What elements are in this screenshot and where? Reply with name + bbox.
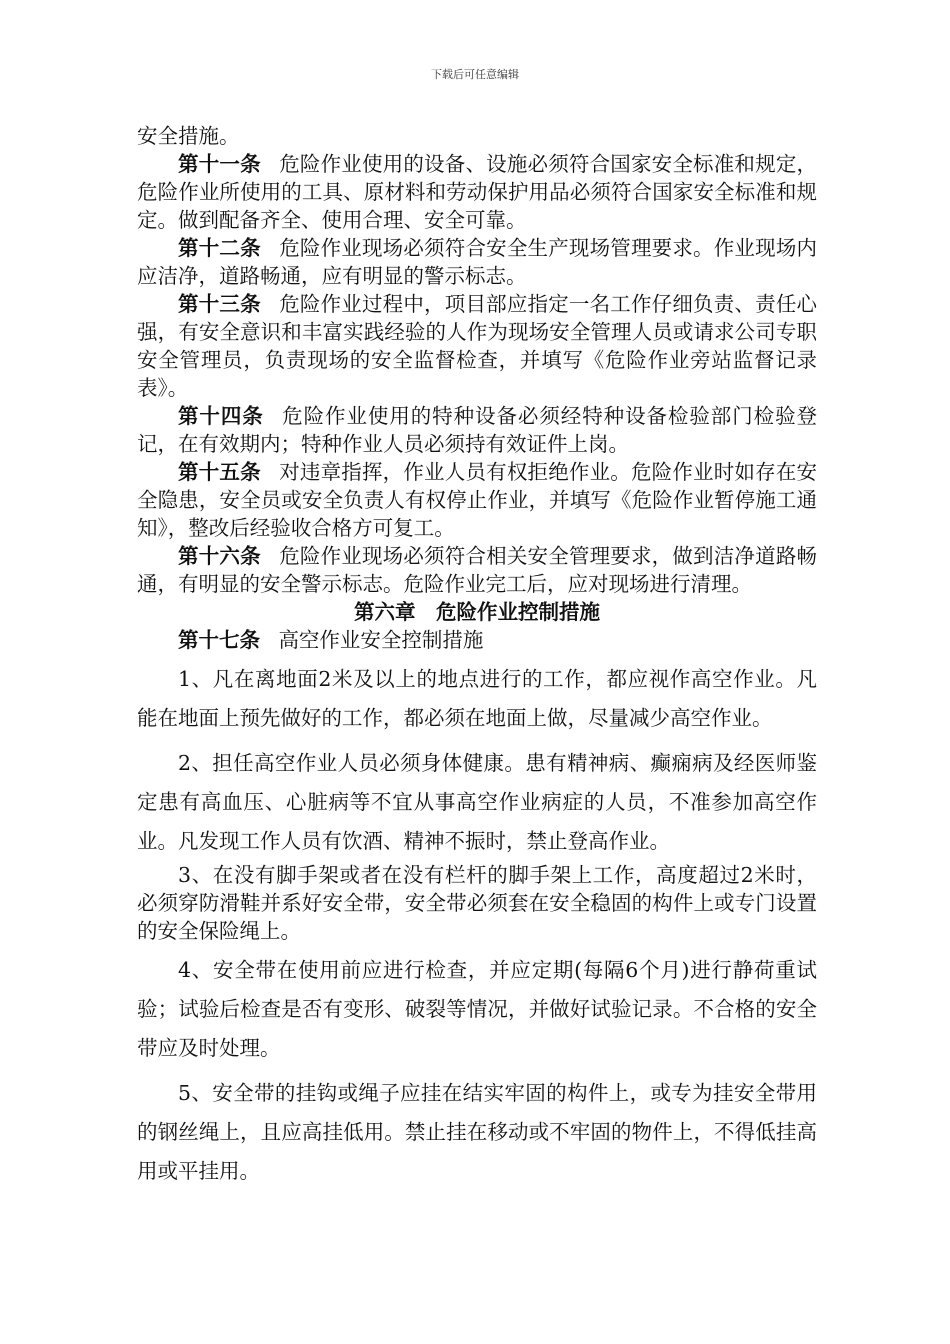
article-number: 第十一条 [178, 152, 261, 176]
article-text: 危险作业现场必须符合安全生产现场管理要求。作业现场内应洁净，道路畅通，应有明显的警示标志。 [137, 236, 818, 288]
article-number: 第十四条 [178, 404, 264, 428]
article-number: 第十三条 [178, 292, 261, 316]
document-body [137, 122, 817, 1191]
article-text: 对违章指挥，作业人员有权拒绝作业。危险作业时如存在安全隐患，安全员或安全负责人有权停止作业，并填写《危险作业暂停施工通知》，整改后经验收合格方可复工。 [137, 460, 818, 540]
article-number: 第十七条 [178, 628, 260, 652]
list-item-1: 1、凡在离地面2米及以上的地点进行的工作，都应视作高空作业。凡能在地面上预先做好的工作，都必须在地面上做，尽量减少高空作业。 [137, 667, 817, 730]
chapter-number: 第六章 [354, 600, 416, 624]
article-text: 危险作业现场必须符合相关安全管理要求，做到洁净道路畅通，有明显的安全警示标志。危险作业完工后，应对现场进行清理。 [137, 544, 818, 596]
chapter-title: 危险作业控制措施 [436, 600, 600, 624]
article-17 [137, 626, 817, 654]
page-header: 下载后可任意编辑 [431, 68, 519, 81]
article-11 [137, 150, 817, 234]
intro-text: 安全措施。 [137, 124, 240, 148]
list-item-3: 3、在没有脚手架或者在没有栏杆的脚手架上工作，高度超过2米时，必须穿防滑鞋并系好安全带，安全带必须套在安全稳固的构件上或专门设置的安全保险绳上。 [137, 863, 817, 943]
list-item-5: 5、安全带的挂钩或绳子应挂在结实牢固的构件上，或专为挂安全带用的钢丝绳上，且应高挂低用。禁止挂在移动或不牢固的物件上，不得低挂高用或平挂用。 [137, 1081, 817, 1183]
article-text: 危险作业使用的特种设备必须经特种设备检验部门检验登记，在有效期内；特种作业人员必须持有效证件上岗。 [137, 404, 818, 456]
article-15 [137, 458, 817, 542]
list-item-4: 4、安全带在使用前应进行检查，并应定期(每隔6个月)进行静荷重试验；试验后检查是否有变形、破裂等情况，并做好试验记录。不合格的安全带应及时处理。 [137, 958, 817, 1060]
article-text: 危险作业使用的设备、设施必须符合国家安全标准和规定，危险作业所使用的工具、原材料和劳动保护用品必须符合国家安全标准和规定。做到配备齐全、使用合理、安全可靠。 [137, 152, 818, 232]
article-number: 第十二条 [178, 236, 261, 260]
chapter-heading [137, 598, 817, 626]
article-number: 第十六条 [178, 544, 261, 568]
article-14 [137, 402, 817, 458]
article-12 [137, 234, 817, 290]
article-number: 第十五条 [178, 460, 261, 484]
article-13 [137, 290, 817, 402]
list-item-2: 2、担任高空作业人员必须身体健康。患有精神病、癫痫病及经医师鉴定患有高血压、心脏病等不宜从事高空作业病症的人员，不准参加高空作业。凡发现工作人员有饮酒、精神不振时，禁止登高作业。 [137, 751, 817, 853]
article-16 [137, 542, 817, 598]
article-text: 危险作业过程中，项目部应指定一名工作仔细负责、责任心强，有安全意识和丰富实践经验的人作为现场安全管理人员或请求公司专职安全管理员，负责现场的安全监督检查，并填写《危险作业旁站监督记录表》。 [137, 292, 818, 400]
article-text: 高空作业安全控制措施 [278, 628, 484, 652]
